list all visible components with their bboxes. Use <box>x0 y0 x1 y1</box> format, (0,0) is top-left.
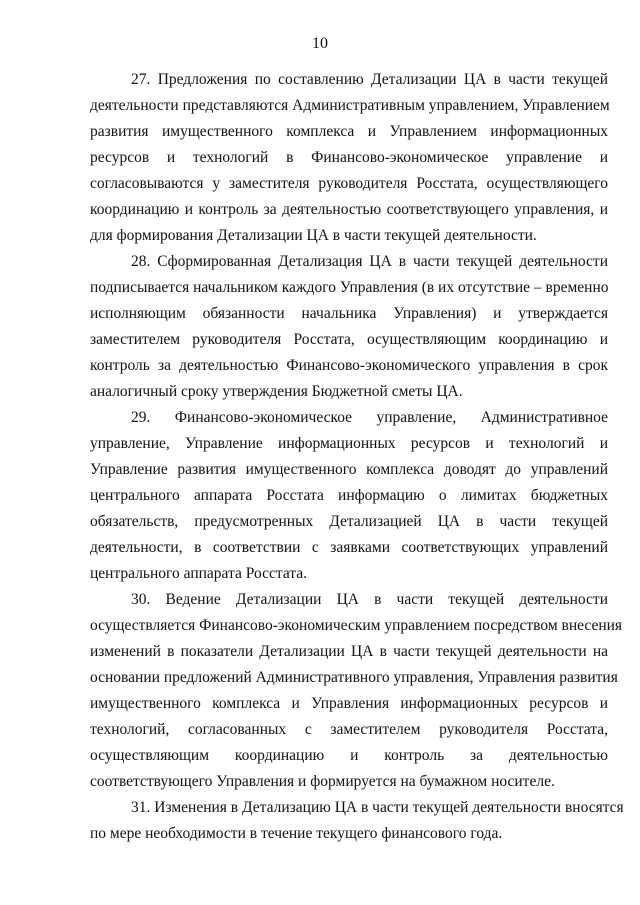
paragraph-27-line: для формирования Детализации ЦА в части текущей деятельности. <box>90 227 537 244</box>
paragraph-29-line: центрального аппарата Росстата информацию о лимитах бюджетных <box>90 487 608 504</box>
paragraph-27-line: деятельности представляются Административным управлением, Управлением <box>90 97 610 114</box>
paragraph-28-line: 28. Сформированная Детализация ЦА в части текущей деятельности <box>131 253 608 270</box>
paragraph-27-line: координацию и контроль за деятельностью соответствующего управления, и <box>90 201 608 218</box>
paragraph-28-line: исполняющим обязанности начальника Управления) и утверждается <box>90 305 608 322</box>
paragraph-30-line: имущественного комплекса и Управления информационных ресурсов и <box>90 695 608 712</box>
paragraph-30-line: осуществляющим координацию и контроль за деятельностью <box>90 747 608 764</box>
paragraph-29-line: управление, Управление информационных ресурсов и технологий и <box>90 435 608 452</box>
paragraph-27-line: согласовываются у заместителя руководителя Росстата, осуществляющего <box>90 175 608 192</box>
paragraph-31-line: 31. Изменения в Детализацию ЦА в части текущей деятельности вносятся <box>131 799 624 816</box>
paragraph-30-line: основании предложений Административного управления, Управления развития <box>90 669 618 686</box>
paragraph-30-line: 30. Ведение Детализации ЦА в части текущей деятельности <box>131 591 608 608</box>
paragraph-31-line: по мере необходимости в течение текущего финансового года. <box>90 825 503 842</box>
paragraph-28-line: контроль за деятельностью Финансово-экономического управления в срок <box>90 357 608 374</box>
paragraph-30-line: осуществляется Финансово-экономическим управлением посредством внесения <box>90 617 623 634</box>
paragraph-29-line: обязательств, предусмотренных Детализацией ЦА в части текущей <box>90 513 608 530</box>
paragraph-29-line: центрального аппарата Росстата. <box>90 565 308 582</box>
paragraph-29-line: деятельности, в соответствии с заявками соответствующих управлений <box>90 539 608 556</box>
paragraph-29-line: Управление развития имущественного комплекса доводят до управлений <box>90 461 608 478</box>
page-number: 10 <box>312 35 328 52</box>
paragraph-27-line: развития имущественного комплекса и Управлением информационных <box>90 123 608 140</box>
paragraph-28-line: аналогичный сроку утверждения Бюджетной сметы ЦА. <box>90 383 463 400</box>
paragraph-27-line: ресурсов и технологий в Финансово-экономическое управление и <box>90 149 608 166</box>
paragraph-30-line: технологий, согласованных с заместителем руководителя Росстата, <box>90 721 608 738</box>
paragraph-29-line: 29. Финансово-экономическое управление, Административное <box>131 409 608 426</box>
paragraph-28-line: подписывается начальником каждого Управления (в их отсутствие – временно <box>90 279 609 296</box>
paragraph-27-line: 27. Предложения по составлению Детализации ЦА в части текущей <box>131 71 608 88</box>
paragraph-30-line: соответствующего Управления и формируется на бумажном носителе. <box>90 773 555 790</box>
paragraph-28-line: заместителем руководителя Росстата, осуществляющим координацию и <box>90 331 608 348</box>
paragraph-30-line: изменений в показатели Детализации ЦА в части текущей деятельности на <box>90 643 608 660</box>
